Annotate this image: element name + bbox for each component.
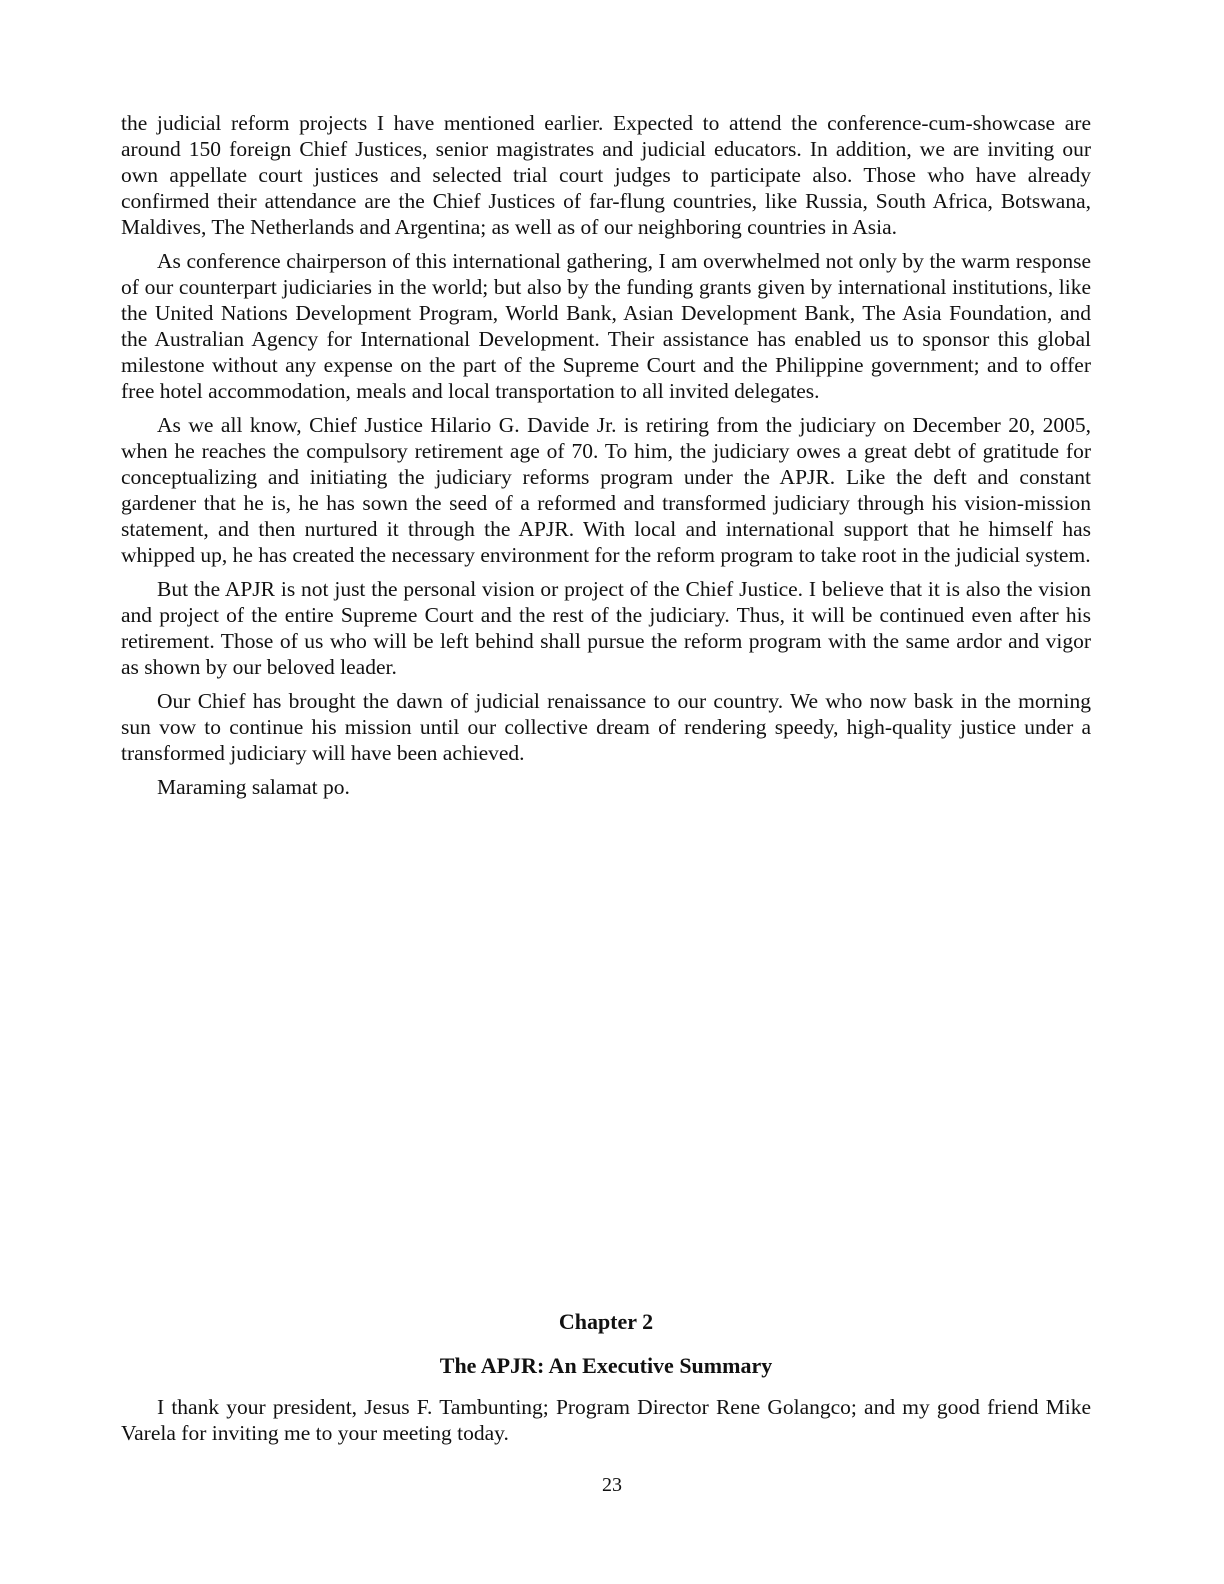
paragraph-judicial-renaissance: Our Chief has brought the dawn of judicial renaissance to our country. We who now bask in the morning sun vow to continue his mission until our collective dream of rendering speedy, high-quality justice under a transformed judiciary will have been achieved. xyxy=(121,689,1091,765)
paragraph-conference-chairperson: As conference chairperson of this international gathering, I am overwhelmed not only by the warm response of our counterpart judiciaries in the world; but also by the funding grants given by international institutions, like the United Nations Development Program, World Bank, Asian Development Bank, The Asia Foundation, and the Australian Agency for International Development. Their assistance has enabled us to sponsor this global milestone without any expense on the part of the Supreme Court and the Philippine government; and to offer free hotel accommodation, meals and local transportation to all invited delegates. xyxy=(121,249,1091,403)
chapter-opening-paragraph: I thank your president, Jesus F. Tambunting; Program Director Rene Golangco; and my good friend Mike Varela for inviting me to your meeting today. xyxy=(121,1395,1091,1445)
paragraph-davide-retirement: As we all know, Chief Justice Hilario G. Davide Jr. is retiring from the judiciary on December 20, 2005, when he reaches the compulsory retirement age of 70. To him, the judiciary owes a great debt of gratitude for conceptualizing and initiating the judiciary reforms program under the APJR. Like the deft and constant gardener that he is, he has sown the seed of a reformed and transformed judiciary through his vision-mission statement, and then nurtured it through the APJR. With local and international support that he himself has whipped up, he has created the necessary environment for the reform program to take root in the judicial system. xyxy=(121,413,1091,567)
page-number: 23 xyxy=(602,1474,622,1496)
paragraph-continuation: the judicial reform projects I have mentioned earlier. Expected to attend the conference-cum-showcase are around 150 foreign Chief Justices, senior magistrates and judicial educators. In addition, we are inviting our own appellate court justices and selected trial court judges to participate also. Those who have already confirmed their attendance are the Chief Justices of far-flung countries, like Russia, South Africa, Botswana, Maldives, The Netherlands and Argentina; as well as of our neighboring countries in Asia. xyxy=(121,111,1091,239)
chapter-title: The APJR: An Executive Summary xyxy=(439,1353,773,1378)
paragraph-closing: Maraming salamat po. xyxy=(157,775,350,799)
chapter-label: Chapter 2 xyxy=(558,1309,654,1334)
paragraph-apjr-vision: But the APJR is not just the personal vision or project of the Chief Justice. I believe that it is also the vision and project of the entire Supreme Court and the rest of the judiciary. Thus, it will be continued even after his retirement. Those of us who will be left behind shall pursue the reform program with the same ardor and vigor as shown by our beloved leader. xyxy=(121,577,1091,679)
chapter-section xyxy=(121,1308,1091,1446)
body-text xyxy=(121,110,1091,800)
